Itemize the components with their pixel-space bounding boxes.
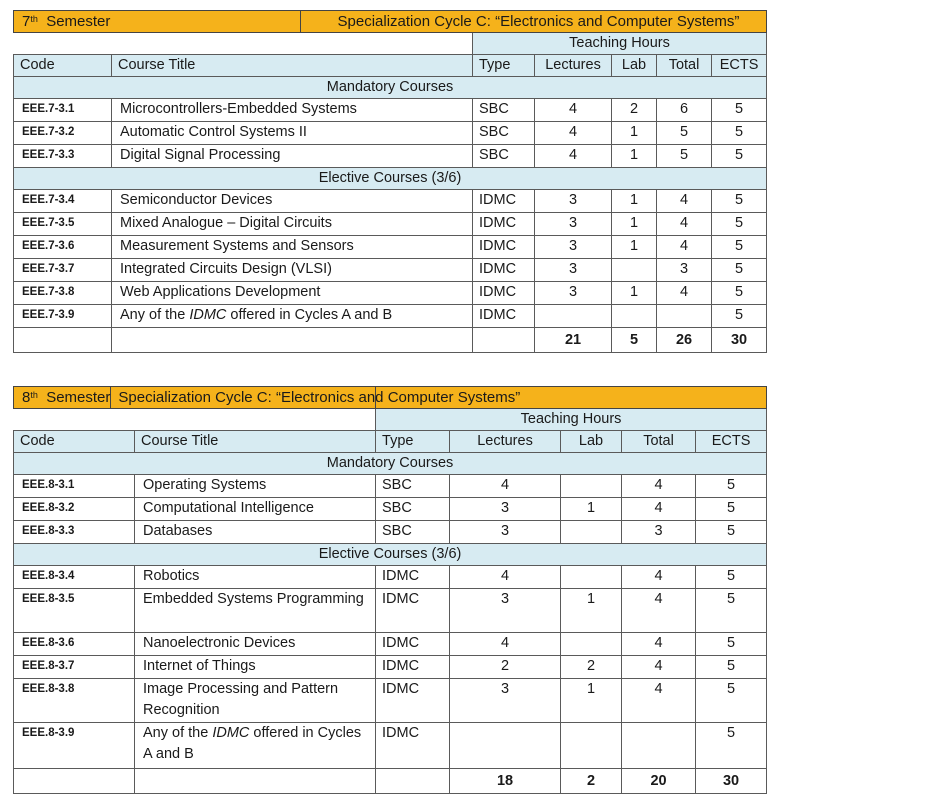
header-code: Code (14, 431, 135, 453)
course-code: EEE.8-3.6 (14, 633, 135, 656)
course-code: EEE.7-3.5 (14, 213, 112, 236)
elective-courses-label: Elective Courses (3/6) (14, 168, 767, 190)
course-total: 4 (622, 475, 696, 498)
course-lab (561, 475, 622, 498)
course-row (14, 679, 767, 723)
course-type: IDMC (376, 633, 450, 656)
course-ects: 5 (712, 145, 767, 168)
course-code: EEE.7-3.8 (14, 282, 112, 305)
total-ects: 30 (712, 328, 767, 353)
header-course-title: Course Title (112, 55, 473, 77)
semester-8-cycle-title: Specialization Cycle C: “Electronics and Computer Systems” (118, 389, 521, 406)
teaching-hours-header: Teaching Hours (376, 409, 767, 431)
course-total: 4 (657, 190, 712, 213)
course-title: Databases (135, 521, 376, 544)
course-type: IDMC (473, 236, 535, 259)
course-lectures: 3 (535, 190, 612, 213)
course-lectures: 2 (450, 656, 561, 679)
course-lectures: 4 (535, 99, 612, 122)
course-type: SBC (473, 122, 535, 145)
course-lab: 2 (612, 99, 657, 122)
course-row (14, 122, 767, 145)
course-row (14, 723, 767, 769)
course-total: 6 (657, 99, 712, 122)
course-ects: 5 (696, 633, 767, 656)
course-lab: 1 (612, 213, 657, 236)
course-row (14, 305, 767, 328)
course-total (657, 305, 712, 328)
course-lab (561, 521, 622, 544)
course-code: EEE.8-3.7 (14, 656, 135, 679)
course-title: Web Applications Development (112, 282, 473, 305)
mandatory-courses-label: Mandatory Courses (14, 453, 767, 475)
course-ects: 5 (712, 213, 767, 236)
course-lab (561, 723, 622, 769)
course-ects: 5 (696, 656, 767, 679)
course-row (14, 259, 767, 282)
course-title: Operating Systems (135, 475, 376, 498)
course-title: Nanoelectronic Devices (135, 633, 376, 656)
semester-7-cycle-title: Specialization Cycle C: “Electronics and Computer Systems” (337, 13, 740, 30)
course-type: IDMC (473, 259, 535, 282)
course-lab: 1 (561, 498, 622, 521)
course-lab (561, 633, 622, 656)
course-type: SBC (473, 145, 535, 168)
course-code: EEE.8-3.9 (14, 723, 135, 769)
course-ects: 5 (712, 236, 767, 259)
course-total: 4 (622, 679, 696, 723)
course-ects: 5 (712, 305, 767, 328)
course-code: EEE.7-3.9 (14, 305, 112, 328)
course-code: EEE.7-3.3 (14, 145, 112, 168)
mandatory-courses-label: Mandatory Courses (14, 77, 767, 99)
course-row (14, 521, 767, 544)
course-type: IDMC (376, 589, 450, 633)
course-total: 3 (622, 521, 696, 544)
course-ects: 5 (696, 566, 767, 589)
course-lab (612, 259, 657, 282)
semester-8-title-row (14, 387, 767, 409)
course-row (14, 213, 767, 236)
header-total: Total (657, 55, 712, 77)
course-code: EEE.7-3.2 (14, 122, 112, 145)
course-lab (561, 566, 622, 589)
course-row (14, 475, 767, 498)
course-row (14, 145, 767, 168)
header-ects: ECTS (696, 431, 767, 453)
course-type: SBC (376, 475, 450, 498)
course-total: 4 (622, 589, 696, 633)
course-total: 4 (657, 213, 712, 236)
semester-7-totals-row (14, 328, 767, 353)
total-hours: 20 (622, 769, 696, 794)
course-total: 4 (622, 633, 696, 656)
course-row (14, 566, 767, 589)
elective-courses-label: Elective Courses (3/6) (14, 544, 767, 566)
course-ects: 5 (712, 282, 767, 305)
course-lectures: 3 (450, 521, 561, 544)
course-ects: 5 (696, 589, 767, 633)
course-code: EEE.8-3.1 (14, 475, 135, 498)
course-title: Any of the IDMC offered in Cycles A and B (112, 305, 473, 328)
course-lab: 1 (612, 190, 657, 213)
course-type: IDMC (473, 213, 535, 236)
course-lectures: 3 (450, 679, 561, 723)
course-lab: 1 (612, 122, 657, 145)
course-lab: 1 (561, 589, 622, 633)
semester-8-label: 8th Semester (14, 387, 111, 408)
course-total: 5 (657, 145, 712, 168)
course-lab: 1 (612, 236, 657, 259)
header-code: Code (14, 55, 112, 77)
course-title: Embedded Systems Programming (135, 589, 376, 633)
header-lab: Lab (561, 431, 622, 453)
course-lectures: 4 (450, 475, 561, 498)
course-lectures: 3 (535, 236, 612, 259)
semester-7-label: 7th Semester (14, 11, 301, 32)
course-lectures (450, 723, 561, 769)
course-lab: 2 (561, 656, 622, 679)
course-title: Any of the IDMC offered in Cycles A and B (135, 723, 376, 769)
course-type: IDMC (376, 566, 450, 589)
total-lab: 5 (612, 328, 657, 353)
course-row (14, 99, 767, 122)
course-ects: 5 (696, 679, 767, 723)
course-title: Mixed Analogue – Digital Circuits (112, 213, 473, 236)
mandatory-courses-row (14, 77, 767, 99)
elective-courses-row (14, 544, 767, 566)
course-title: Measurement Systems and Sensors (112, 236, 473, 259)
course-lab: 1 (612, 145, 657, 168)
course-code: EEE.7-3.1 (14, 99, 112, 122)
course-ects: 5 (696, 475, 767, 498)
total-lectures: 21 (535, 328, 612, 353)
total-lab: 2 (561, 769, 622, 794)
course-ects: 5 (712, 190, 767, 213)
semester-7-table (13, 10, 767, 353)
mandatory-courses-row (14, 453, 767, 475)
course-code: EEE.8-3.2 (14, 498, 135, 521)
course-ects: 5 (696, 723, 767, 769)
course-row (14, 190, 767, 213)
course-type: IDMC (376, 656, 450, 679)
semester-8-column-headers (14, 431, 767, 453)
course-type: IDMC (473, 190, 535, 213)
course-type: IDMC (376, 679, 450, 723)
header-type: Type (376, 431, 450, 453)
course-row (14, 236, 767, 259)
course-type: IDMC (473, 282, 535, 305)
course-title: Robotics (135, 566, 376, 589)
course-total: 4 (657, 236, 712, 259)
course-lectures: 3 (535, 282, 612, 305)
semester-8-teaching-hours-row (14, 409, 767, 431)
course-type: IDMC (473, 305, 535, 328)
course-code: EEE.8-3.3 (14, 521, 135, 544)
semester-7-teaching-hours-row (14, 33, 767, 55)
course-code: EEE.7-3.7 (14, 259, 112, 282)
course-type: SBC (376, 498, 450, 521)
course-title: Integrated Circuits Design (VLSI) (112, 259, 473, 282)
course-row (14, 589, 767, 633)
course-lectures: 4 (535, 145, 612, 168)
course-lectures: 3 (450, 589, 561, 633)
semester-7-title-row (14, 11, 767, 33)
header-lectures: Lectures (450, 431, 561, 453)
course-type: SBC (473, 99, 535, 122)
course-ects: 5 (712, 99, 767, 122)
course-ects: 5 (696, 521, 767, 544)
teaching-hours-header: Teaching Hours (473, 33, 767, 55)
header-lab: Lab (612, 55, 657, 77)
course-type: SBC (376, 521, 450, 544)
course-lectures: 4 (450, 566, 561, 589)
course-code: EEE.7-3.4 (14, 190, 112, 213)
course-total: 4 (622, 498, 696, 521)
course-code: EEE.8-3.4 (14, 566, 135, 589)
course-lectures: 4 (450, 633, 561, 656)
course-title: Image Processing and Pattern Recognition (135, 679, 376, 723)
header-course-title: Course Title (135, 431, 376, 453)
course-total (622, 723, 696, 769)
course-row (14, 656, 767, 679)
course-total: 4 (657, 282, 712, 305)
course-title: Automatic Control Systems II (112, 122, 473, 145)
course-ects: 5 (712, 122, 767, 145)
course-lectures: 4 (535, 122, 612, 145)
course-lectures: 3 (535, 259, 612, 282)
course-title: Digital Signal Processing (112, 145, 473, 168)
total-hours: 26 (657, 328, 712, 353)
course-total: 4 (622, 566, 696, 589)
elective-courses-row (14, 168, 767, 190)
course-row (14, 633, 767, 656)
course-lectures: 3 (450, 498, 561, 521)
semester-8-totals-row (14, 769, 767, 794)
course-row (14, 498, 767, 521)
course-code: EEE.8-3.8 (14, 679, 135, 723)
course-total: 5 (657, 122, 712, 145)
course-row (14, 282, 767, 305)
course-lab: 1 (612, 282, 657, 305)
semester-8-table (13, 386, 767, 794)
course-title: Semiconductor Devices (112, 190, 473, 213)
course-code: EEE.7-3.6 (14, 236, 112, 259)
header-type: Type (473, 55, 535, 77)
semester-7-column-headers (14, 55, 767, 77)
total-ects: 30 (696, 769, 767, 794)
course-lab (612, 305, 657, 328)
course-ects: 5 (696, 498, 767, 521)
course-title: Internet of Things (135, 656, 376, 679)
course-type: IDMC (376, 723, 450, 769)
course-code: EEE.8-3.5 (14, 589, 135, 633)
course-lectures: 3 (535, 213, 612, 236)
course-title: Microcontrollers-Embedded Systems (112, 99, 473, 122)
header-total: Total (622, 431, 696, 453)
header-ects: ECTS (712, 55, 767, 77)
course-total: 3 (657, 259, 712, 282)
header-lectures: Lectures (535, 55, 612, 77)
course-title: Computational Intelligence (135, 498, 376, 521)
course-ects: 5 (712, 259, 767, 282)
course-total: 4 (622, 656, 696, 679)
course-lab: 1 (561, 679, 622, 723)
course-lectures (535, 305, 612, 328)
total-lectures: 18 (450, 769, 561, 794)
